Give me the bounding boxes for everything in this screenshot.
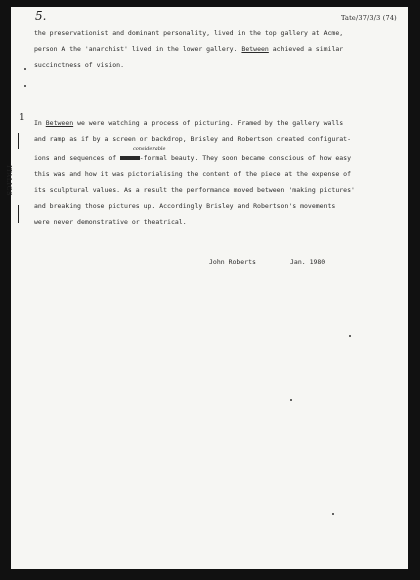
paper-speck xyxy=(332,513,334,515)
handwritten-page-number: 5. xyxy=(35,9,47,23)
handwritten-insertion: considerable xyxy=(133,146,166,152)
paragraph1-line1: the preservationist and dominant personality, lived in the top gallery at Acme, xyxy=(34,29,344,37)
between-title-underlined: Between xyxy=(241,45,269,53)
margin-number: 1 xyxy=(19,113,25,123)
paragraph2-line7: were never demonstrative or theatrical. xyxy=(34,218,187,226)
margin-dot xyxy=(24,85,26,87)
paragraph2-line5: its sculptural values. As a result the performance moved between 'making pictures' xyxy=(34,186,355,194)
paragraph1-line2 xyxy=(34,45,343,53)
paragraph2-line2: and ramp as if by a screen or backdrop, Brisley and Robertson created configurat- xyxy=(34,135,351,143)
paragraph2-line1 xyxy=(34,119,343,127)
author-name: John Roberts xyxy=(209,258,256,266)
paragraph2-line1-rest: we were watching a process of picturing. Framed by the gallery walls xyxy=(73,119,344,127)
paper-speck xyxy=(290,399,292,401)
paper-speck xyxy=(349,335,351,337)
struck-out-word: xxxxx xyxy=(120,156,140,160)
margin-dot xyxy=(24,68,26,70)
margin-note-italics: ITALICS xyxy=(5,165,13,197)
typescript-page xyxy=(5,7,408,569)
paragraph2-line1-prefix: In xyxy=(34,119,46,127)
signature-date: Jan. 1980 xyxy=(290,258,326,266)
paragraph1-line2-tail: achieved a similar xyxy=(268,45,344,53)
paragraph2-line4: this was and how it was pictorialising the content of the piece at the expense of xyxy=(34,170,351,178)
paragraph2-line3-start: ions and sequences of xyxy=(34,154,121,162)
paragraph1-line3: succinctness of vision. xyxy=(34,61,125,69)
paragraph2-line6: and breaking those pictures up. Accordingly Brisley and Robertson's movements xyxy=(34,202,336,210)
margin-bar xyxy=(18,133,19,149)
handwritten-archive-reference: Tate/37/3/3 (74) xyxy=(341,14,397,22)
paragraph1-line2-text: person A the 'anarchist' lived in the lower gallery. xyxy=(34,45,238,53)
paragraph2-line3 xyxy=(34,154,351,162)
between-title-underlined: Between xyxy=(45,119,74,127)
paragraph2-line3-end: -formal beauty. They soon became conscious of how easy xyxy=(139,154,351,162)
margin-bar xyxy=(18,205,19,223)
